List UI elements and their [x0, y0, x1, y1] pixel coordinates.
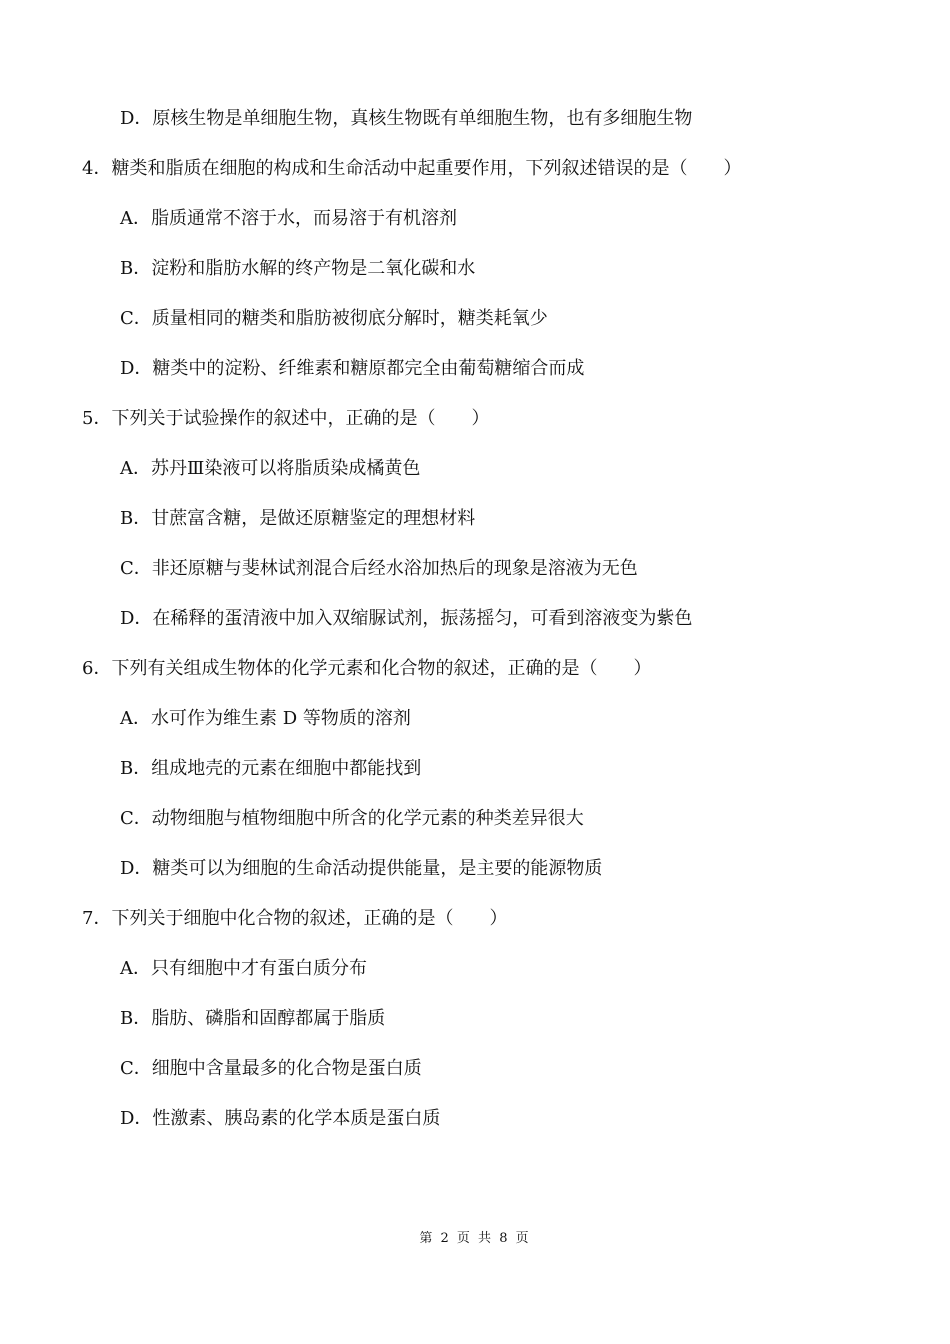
page-number-footer: 第 2 页 共 8 页	[419, 1231, 531, 1246]
q5-option-b: B．甘蔗富含糖，是做还原糖鉴定的理想材料	[120, 508, 476, 529]
q5-option-d: D．在稀释的蛋清液中加入双缩脲试剂，振荡摇匀，可看到溶液变为紫色	[120, 608, 693, 629]
q4-option-b: B．淀粉和脂肪水解的终产物是二氧化碳和水	[120, 258, 476, 279]
question-4-stem: 4．糖类和脂质在细胞的构成和生命活动中起重要作用，下列叙述错误的是（ ）	[82, 158, 742, 179]
q5-option-c: C．非还原糖与斐林试剂混合后经水浴加热后的现象是溶液为无色	[120, 558, 638, 579]
q7-option-b: B．脂肪、磷脂和固醇都属于脂质	[120, 1008, 386, 1029]
q7-option-a: A．只有细胞中才有蛋白质分布	[120, 958, 367, 979]
q6-option-b: B．组成地壳的元素在细胞中都能找到	[120, 758, 422, 779]
q3-option-d: D．原核生物是单细胞生物，真核生物既有单细胞生物，也有多细胞生物	[120, 108, 693, 129]
q4-option-a: A．脂质通常不溶于水，而易溶于有机溶剂	[120, 208, 457, 229]
q7-option-d: D．性激素、胰岛素的化学本质是蛋白质	[120, 1108, 441, 1129]
q4-option-d: D．糖类中的淀粉、纤维素和糖原都完全由葡萄糖缩合而成	[120, 358, 585, 379]
question-7-stem: 7．下列关于细胞中化合物的叙述，正确的是（ ）	[82, 908, 508, 929]
q6-option-a: A．水可作为维生素 D 等物质的溶剂	[120, 708, 411, 729]
q7-option-c: C．细胞中含量最多的化合物是蛋白质	[120, 1058, 422, 1079]
q6-option-c: C．动物细胞与植物细胞中所含的化学元素的种类差异很大	[120, 808, 584, 829]
q6-option-d: D．糖类可以为细胞的生命活动提供能量，是主要的能源物质	[120, 858, 603, 879]
question-6-stem: 6．下列有关组成生物体的化学元素和化合物的叙述，正确的是（ ）	[82, 658, 652, 679]
question-5-stem: 5．下列关于试验操作的叙述中，正确的是（ ）	[82, 408, 490, 429]
q4-option-c: C．质量相同的糖类和脂肪被彻底分解时，糖类耗氧少	[120, 308, 548, 329]
q5-option-a: A．苏丹Ⅲ染液可以将脂质染成橘黄色	[120, 458, 421, 479]
